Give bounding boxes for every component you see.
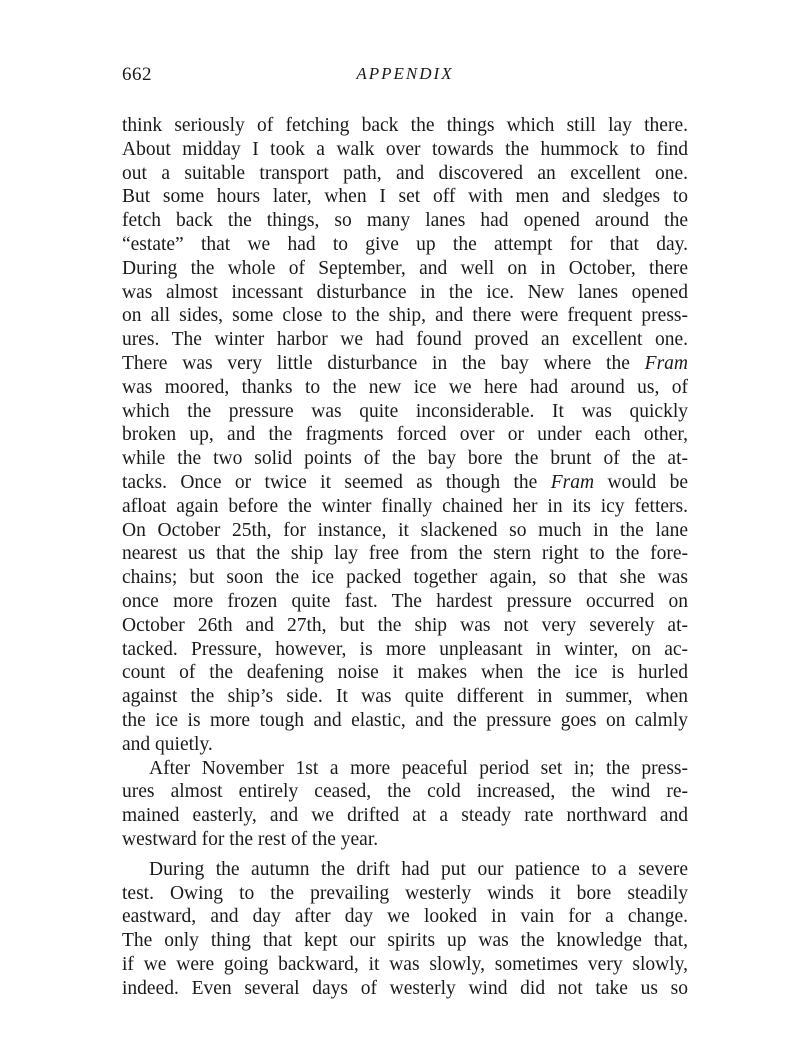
text-line: the ice is more tough and elastic, and the pressure goes on calmly [122, 709, 688, 731]
text-line: count of the deafening noise it makes when the ice is hurled [122, 662, 688, 684]
text-line: out a suitable transport path, and discovered an excellent one. [122, 162, 688, 184]
text-line: think seriously of fetching back the things which still lay there. [122, 115, 688, 136]
text-line: test. Owing to the prevailing westerly winds it bore steadily [122, 882, 688, 904]
ship-name: Fram [550, 471, 595, 493]
text-line: broken up, and the fragments forced over or under each other, [122, 424, 688, 446]
section-title: APPENDIX [356, 64, 454, 83]
text-line-segment: tacks. Once or twice it seemed as though the [122, 471, 538, 493]
text-line: indeed. Even several days of westerly wind did not take us so [122, 977, 688, 999]
text-line: on all sides, some close to the ship, and there were frequent press- [122, 305, 688, 327]
paragraph-1 [122, 114, 688, 757]
text-line: But some hours later, when I set off with men and sledges to [122, 186, 688, 208]
text-line: was moored, thanks to the new ice we here had around us, of [122, 376, 688, 398]
running-head [122, 64, 688, 92]
text-line: once more frozen quite fast. The hardest pressure occurred on [122, 590, 688, 612]
text-line: mained easterly, and we drifted at a steady rate northward and [122, 805, 688, 827]
ship-name: Fram [644, 352, 689, 374]
text-line: ures almost entirely ceased, the cold increased, the wind re- [122, 781, 688, 803]
text-line: afloat again before the winter finally chained her in its icy fetters. [122, 495, 688, 517]
text-line: westward for the rest of the year. [122, 828, 379, 850]
text-line: On October 25th, for instance, it slackened so much in the lane [122, 519, 688, 541]
text-line: fetch back the things, so many lanes had opened around the [122, 210, 688, 232]
text-line: After November 1st a more peaceful period set in; the press- [149, 757, 688, 779]
page-number: 662 [122, 64, 152, 85]
text-line: ures. The winter harbor we had found proved an excellent one. [122, 329, 688, 351]
text-line: was almost incessant disturbance in the ice. New lanes opened [122, 281, 688, 303]
text-line: The only thing that kept our spirits up was the knowledge that, [122, 930, 688, 952]
text-line: During the whole of September, and well on in October, there [122, 257, 688, 279]
body-text [122, 114, 688, 1000]
text-line-with-ship-name [122, 352, 688, 376]
text-line-segment: There was very little disturbance in the bay where the [122, 352, 630, 374]
text-line: “estate” that we had to give up the attempt for that day. [122, 233, 688, 255]
text-line: which the pressure was quite inconsiderable. It was quickly [122, 400, 688, 422]
text-line-with-ship-name [122, 471, 688, 495]
text-line: chains; but soon the ice packed together again, so that she was [122, 567, 688, 589]
text-line: nearest us that the ship lay free from the stern right to the fore- [122, 543, 688, 565]
text-line: During the autumn the drift had put our patience to a severe [149, 858, 688, 880]
paragraph-3 [122, 858, 688, 1001]
text-line: and quietly. [122, 733, 213, 755]
text-line: tacked. Pressure, however, is more unpleasant in winter, on ac- [122, 638, 688, 660]
text-line: About midday I took a walk over towards the hummock to find [122, 138, 688, 160]
text-line: if we were going backward, it was slowly, sometimes very slowly, [122, 953, 688, 975]
text-line: October 26th and 27th, but the ship was not very severely at- [122, 614, 688, 636]
text-line: against the ship’s side. It was quite different in summer, when [122, 686, 688, 708]
text-line-segment: would be [607, 471, 689, 493]
paragraph-2 [122, 757, 688, 852]
text-line: while the two solid points of the bay bore the brunt of the at- [122, 448, 688, 470]
text-line: eastward, and day after day we looked in vain for a change. [122, 906, 688, 928]
